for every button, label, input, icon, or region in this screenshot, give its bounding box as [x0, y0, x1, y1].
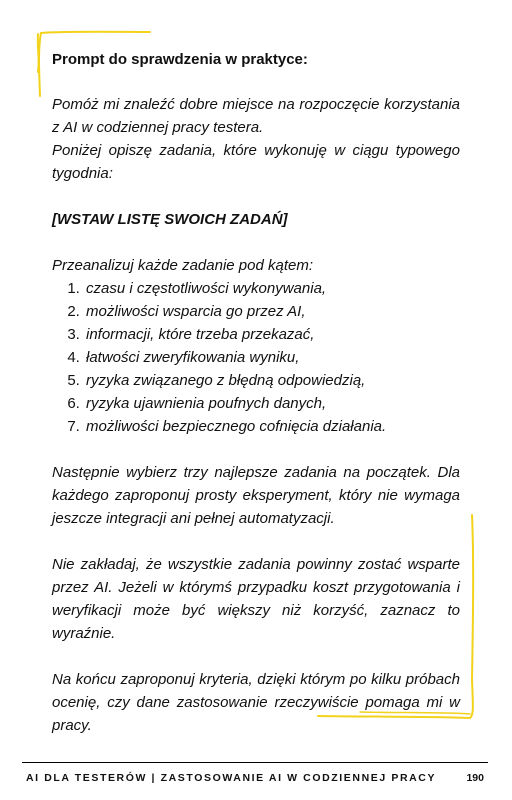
list-item: 2. możliwości wsparcia go przez AI, — [84, 300, 460, 323]
list-item: 4. łatwości zweryfikowania wyniku, — [84, 346, 460, 369]
analyze-lead: Przeanalizuj każde zadanie pod kątem: — [52, 257, 313, 274]
intro-paragraph-2: Poniżej opiszę zadania, które wykonuję w ciągu typowego tygodnia: — [52, 142, 460, 182]
intro-paragraph-1: Pomóż mi znaleźć dobre miejsce na rozpoczęcie korzystania z AI w codziennej pracy testera. — [52, 96, 460, 136]
closing-paragraph: Na końcu zaproponuj kryteria, dzięki którym po kilku próbach ocenię, czy dane zastosowanie rzeczywiście pomaga mi w pracy. — [52, 671, 460, 734]
footer-divider — [22, 762, 488, 763]
prompt-heading: Prompt do sprawdzenia w praktyce: — [52, 51, 308, 68]
prompt-content — [52, 48, 460, 737]
list-item: 5. ryzyka związanego z błędną odpowiedzią, — [84, 369, 460, 392]
frame-left-edge — [38, 34, 39, 72]
page-number: 190 — [466, 772, 484, 784]
next-steps-paragraph: Następnie wybierz trzy najlepsze zadania na początek. Dla każdego zaproponuj prosty eksperyment, który nie wymaga jeszcze integracji ani pełnej automatyzacji. — [52, 464, 460, 527]
assumption-paragraph: Nie zakładaj, że wszystkie zadania powinny zostać wsparte przez AI. Jeżeli w którymś przypadku koszt przygotowania i weryfikacji może być większy niż korzyść, zaznacz to wyraźnie. — [52, 556, 460, 642]
list-item: 3. informacji, które trzeba przekazać, — [84, 323, 460, 346]
tasks-placeholder: [WSTAW LISTĘ SWOICH ZADAŃ] — [52, 211, 288, 228]
list-item: 7. możliwości bezpiecznego cofnięcia działania. — [84, 415, 460, 438]
running-footer-title: AI DLA TESTERÓW | ZASTOSOWANIE AI W CODZIENNEJ PRACY — [26, 772, 437, 784]
criteria-list — [52, 277, 460, 438]
list-item: 1. czasu i częstotliwości wykonywania, — [84, 277, 460, 300]
list-item: 6. ryzyka ujawnienia poufnych danych, — [84, 392, 460, 415]
